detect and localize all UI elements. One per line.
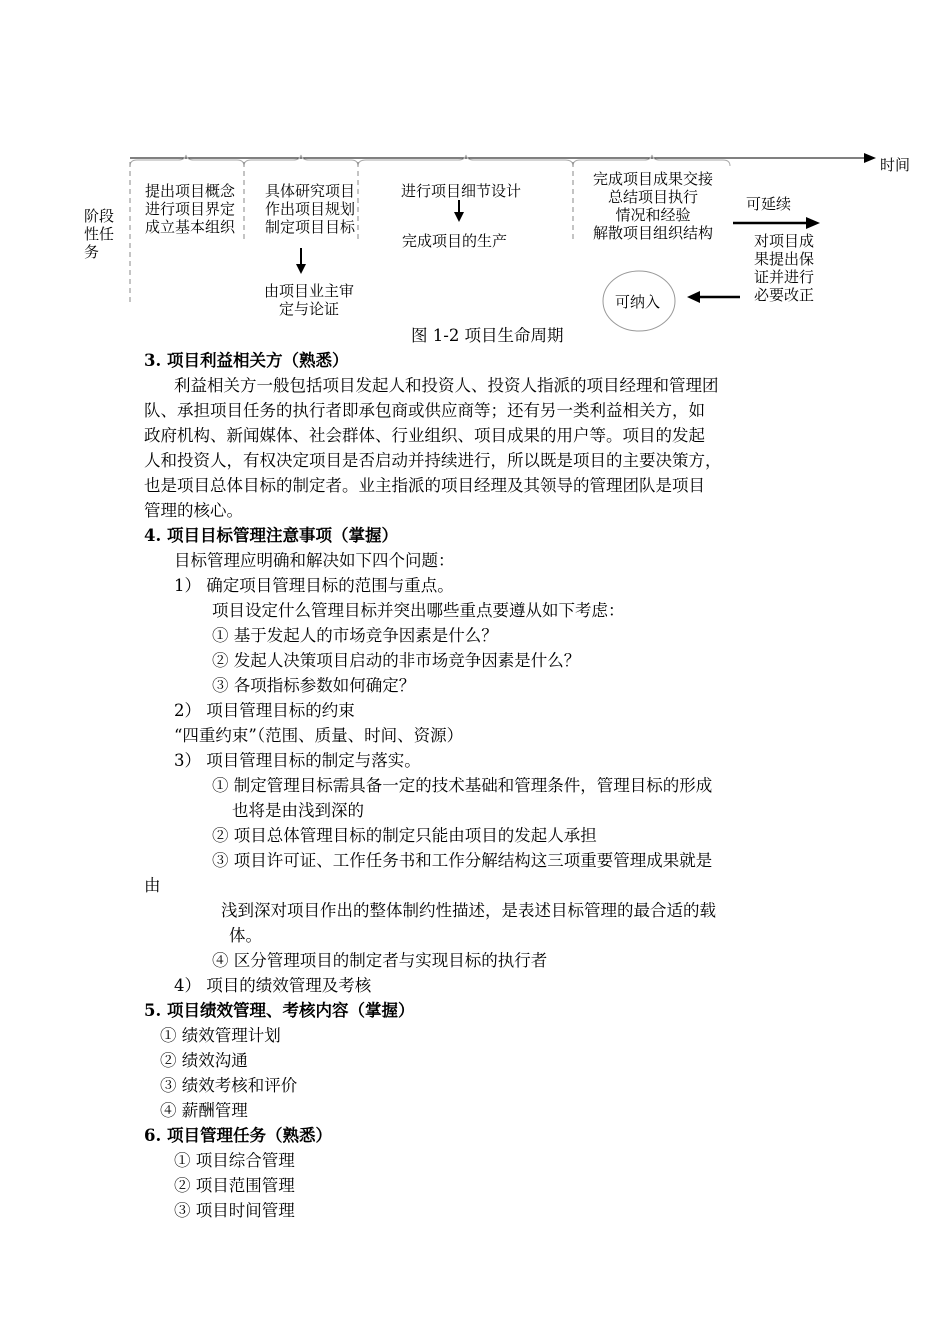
- list-item: ③ 项目时间管理: [174, 1201, 295, 1220]
- list-item: ③ 各项指标参数如何确定？: [212, 676, 416, 695]
- list-item-cont: 由: [144, 876, 161, 895]
- time-label: 时间: [880, 156, 911, 174]
- paragraph-line: 管理的核心。: [144, 501, 243, 520]
- phase3-top: 进行项目细节设计: [401, 182, 522, 200]
- list-item: ① 基于发起人的市场竞争因素是什么？: [212, 626, 498, 645]
- phase4-text: 完成项目成果交接 总结项目执行 情况和经验 解散项目组织结构: [592, 170, 713, 242]
- paragraph-line: 政府机构、新闻媒体、社会群体、行业组织、项目成果的用户等。项目的发起: [144, 426, 705, 445]
- phase3-bottom: 完成项目的生产: [402, 232, 508, 250]
- list-item: 4） 项目的绩效管理及考核: [174, 976, 372, 995]
- list-item: 3） 项目管理目标的制定与落实。: [174, 751, 421, 770]
- down-arrow-head: [296, 264, 306, 274]
- phase-brace: [573, 155, 730, 166]
- list-item-desc: “四重约束”（范围、质量、时间、资源）: [174, 726, 464, 745]
- section-4-intro: 目标管理应明确和解决如下四个问题：: [174, 551, 455, 570]
- section-6-title: 6. 项目管理任务（熟悉）: [144, 1126, 332, 1145]
- list-item: ④ 薪酬管理: [160, 1101, 248, 1120]
- phase-brace: [358, 155, 573, 166]
- list-item: ② 发起人决策项目启动的非市场竞争因素是什么？: [212, 651, 581, 670]
- list-item: ③ 项目许可证、工作任务书和工作分解结构这三项重要管理成果就是: [212, 851, 713, 870]
- list-item-cont: 体。: [229, 926, 262, 945]
- phase2-text: 具体研究项目 作出项目规划 制定项目目标: [264, 182, 355, 236]
- section-5-title: 5. 项目绩效管理、考核内容（掌握）: [144, 1001, 415, 1020]
- review-text: 对项目成 果提出保 证并进行 必要改正: [753, 232, 814, 304]
- list-item: ① 项目综合管理: [174, 1151, 295, 1170]
- phase1-text: 提出项目概念 进行项目界定 成立基本组织: [145, 182, 236, 236]
- paragraph-line: 人和投资人，有权决定项目是否启动并持续进行，所以既是项目的主要决策方，: [144, 451, 722, 470]
- list-item-cont: 也将是由浅到深的: [232, 801, 364, 820]
- timeline-arrowhead: [864, 153, 876, 163]
- list-item-cont: 浅到深对项目作出的整体制约性描述，是表述目标管理的最合适的载: [221, 901, 716, 920]
- list-item-desc: 项目设定什么管理目标并突出哪些重点要遵从如下考虑：: [212, 601, 625, 620]
- figure-caption: 图 1-2 项目生命周期: [411, 326, 564, 345]
- section-3-title: 3. 项目利益相关方（熟悉）: [144, 351, 349, 370]
- list-item: ② 项目总体管理目标的制定只能由项目的发起人承担: [212, 826, 597, 845]
- paragraph-line: 队、承担项目任务的执行者即承包商或供应商等；还有另一类利益相关方，如: [144, 401, 705, 420]
- paragraph-line: 利益相关方一般包括项目发起人和投资人、投资人指派的项目经理和管理团: [174, 376, 719, 395]
- section-4-title: 4. 项目目标管理注意事项（掌握）: [144, 526, 398, 545]
- extend-arrow-head: [806, 217, 820, 229]
- phase2-note: 由项目业主审 定与论证: [263, 282, 354, 318]
- phase-brace: [244, 155, 358, 166]
- down-arrow-head: [454, 212, 464, 222]
- extend-label: 可延续: [746, 195, 792, 213]
- list-item: ③ 绩效考核和评价: [160, 1076, 298, 1095]
- list-item: ② 绩效沟通: [160, 1051, 248, 1070]
- list-item: ④ 区分管理项目的制定者与实现目标的执行者: [212, 951, 548, 970]
- list-item: ② 项目范围管理: [174, 1176, 295, 1195]
- paragraph-line: 也是项目总体目标的制定者。业主指派的项目经理及其领导的管理团队是项目: [144, 476, 705, 495]
- list-item: ① 制定管理目标需具备一定的技术基础和管理条件，管理目标的形成: [212, 776, 713, 795]
- accept-arrow-head: [687, 291, 700, 303]
- list-item: ① 绩效管理计划: [160, 1026, 281, 1045]
- list-item: 1） 确定项目管理目标的范围与重点。: [174, 576, 454, 595]
- phase-brace: [130, 155, 244, 166]
- accept-label: 可纳入: [615, 293, 661, 311]
- stage-label: 阶段 性任 务: [84, 207, 115, 261]
- list-item: 2） 项目管理目标的约束: [174, 701, 355, 720]
